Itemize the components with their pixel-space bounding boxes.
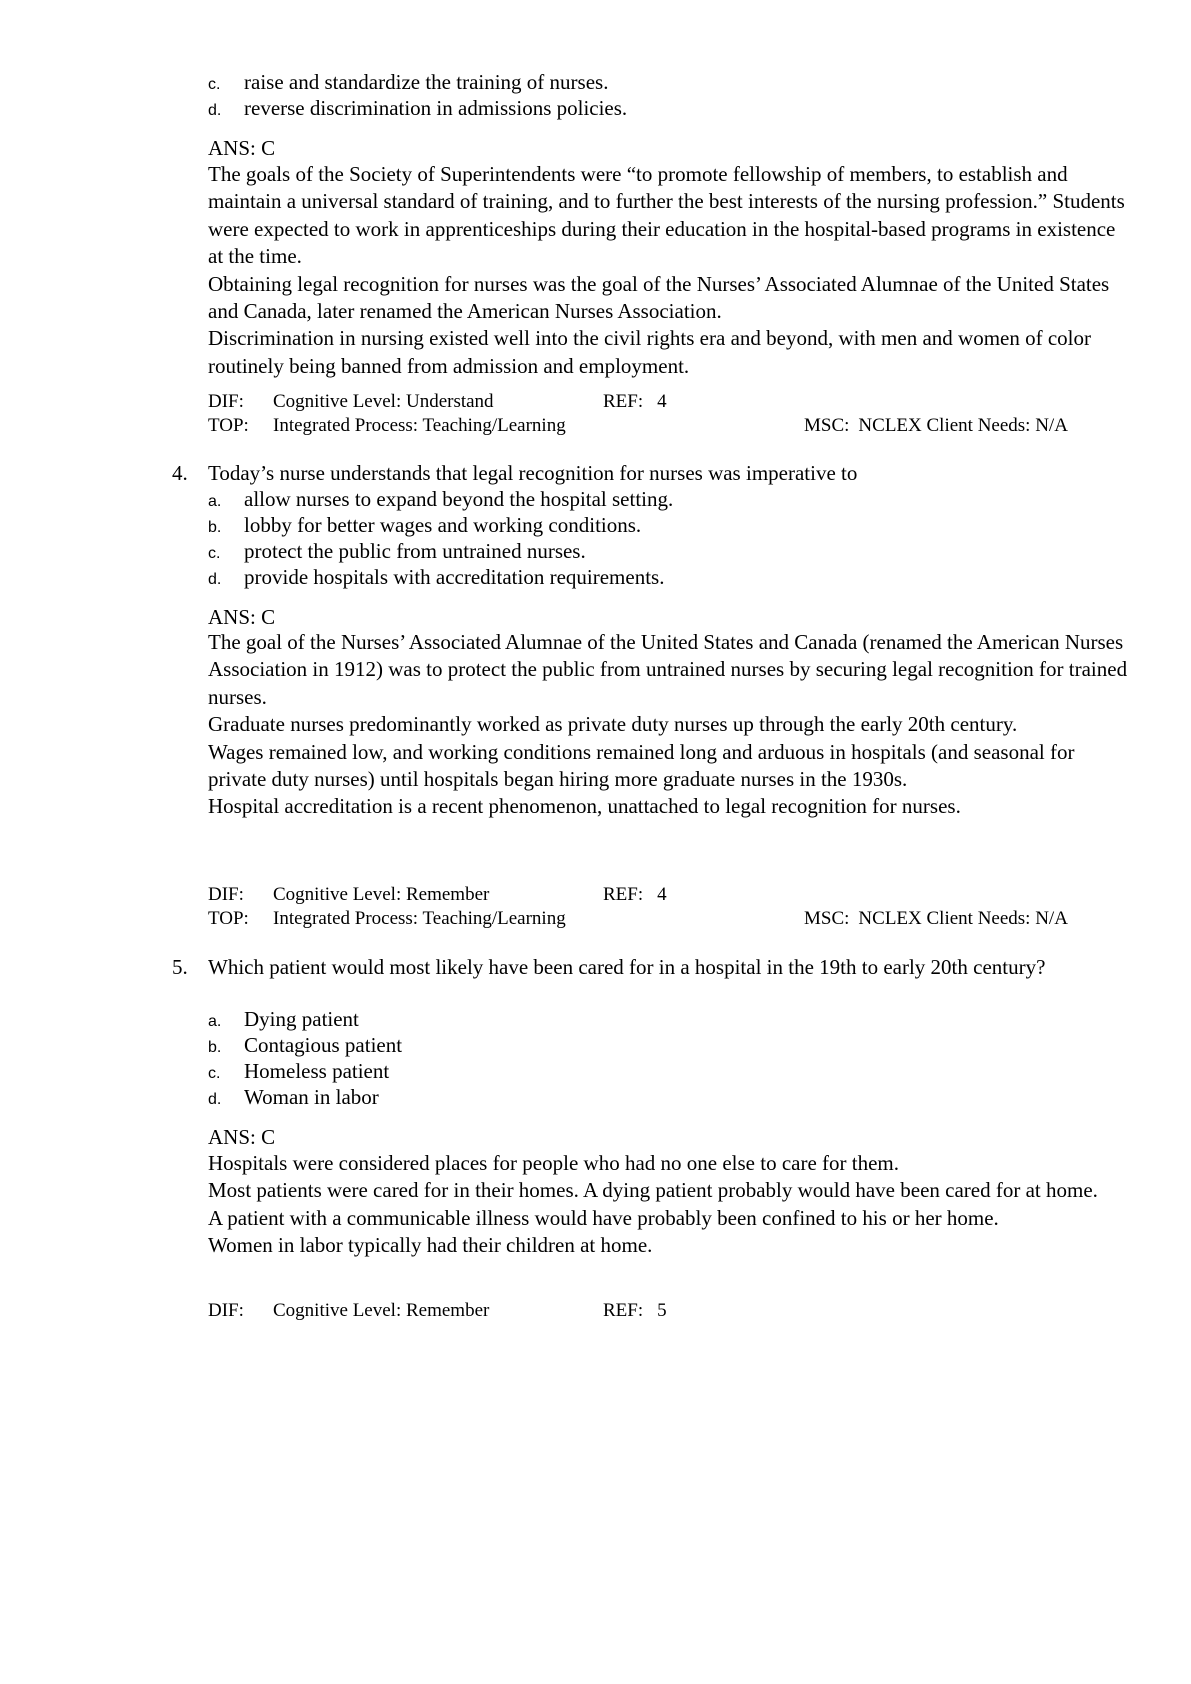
rationale-paragraph: Discrimination in nursing existed well into the civil rights era and beyond, with men and women of color routinely being banned from admission and employment. [208,326,1091,378]
question-number: 4. [172,461,188,485]
option-d [208,95,627,124]
option-text: reverse discrimination in admissions policies. [244,96,628,120]
option-letter: b. [208,519,222,536]
ref-value: 4 [657,884,667,905]
dif-value: Cognitive Level: Understand [273,391,494,412]
dif-line [208,389,494,414]
option-d [208,564,664,593]
rationale [208,629,1128,821]
ref-line [603,389,667,414]
ref-key: REF: [603,884,644,905]
top-value: Integrated Process: Teaching/Learning [273,415,566,436]
rationale-paragraph: A patient with a communicable illness would have probably been confined to his or her home. [208,1205,999,1230]
msc-value: NCLEX Client Needs: N/A [858,908,1068,929]
rationale [208,1150,1143,1260]
ref-value: 4 [657,391,667,412]
answer-key: ANS: C [208,605,276,629]
option-a [208,486,673,515]
rationale-paragraph: Women in labor typically had their children at home. [208,1233,653,1258]
top-key: TOP: [208,415,249,436]
dif-key: DIF: [208,391,244,412]
ref-key: REF: [603,1300,644,1321]
ref-line [603,882,667,907]
rationale-paragraph: Graduate nurses predominantly worked as private duty nurses up through the early 20th century. [208,712,1018,737]
option-text: Dying patient [244,1007,359,1031]
rationale-paragraph: Hospitals were considered places for people who had no one else to care for them. [208,1151,900,1175]
rationale-paragraph: Obtaining legal recognition for nurses was the goal of the Nurses’ Associated Alumnae of the United States and Canada, later renamed the American Nurses Association. [208,271,1110,324]
top-line [208,906,566,931]
dif-line [208,1298,489,1323]
option-letter: c. [208,545,221,562]
option-letter: b. [208,1039,222,1056]
option-letter: d. [208,1091,222,1108]
option-b [208,512,641,541]
rationale-paragraph: The goals of the Society of Superintendents were “to promote fellowship of members, to establish and maintain a universal standard of training, and to further the best interests of the nursing profession.” Students were expected to work in apprenticeships during their education in the hospital-based programs in existence at the time. [208,162,1125,269]
answer-key: ANS: C [208,136,276,160]
option-text: protect the public from untrained nurses. [244,539,586,563]
option-letter: d. [208,102,222,119]
option-text: Contagious patient [244,1033,403,1057]
top-value: Integrated Process: Teaching/Learning [273,908,566,929]
msc-value: NCLEX Client Needs: N/A [858,415,1068,436]
option-a [208,1006,359,1035]
option-letter: a. [208,1013,222,1030]
top-line [208,413,566,438]
dif-key: DIF: [208,1300,244,1321]
rationale [208,161,1128,380]
answer-key: ANS: C [208,1125,276,1149]
rationale-paragraph: Wages remained low, and working conditions remained long and arduous in hospitals (and seasonal for private duty nurses) until hospitals began hiring more graduate nurses in the 1930s. [208,739,1075,792]
question-stem: Today’s nurse understands that legal recognition for nurses was imperative to [208,461,858,485]
dif-value: Cognitive Level: Remember [273,884,490,905]
option-text: Homeless patient [244,1059,390,1083]
option-letter: d. [208,571,222,588]
dif-line [208,882,489,907]
option-letter: a. [208,493,222,510]
question-number: 5. [172,955,188,979]
option-text: lobby for better wages and working conditions. [244,513,642,537]
option-c [208,538,586,567]
msc-line [804,906,1068,931]
option-b [208,1032,402,1061]
msc-key: MSC: [804,908,850,929]
dif-value: Cognitive Level: Remember [273,1300,490,1321]
ref-value: 5 [657,1300,667,1321]
ref-line [603,1298,667,1323]
ref-key: REF: [603,391,644,412]
rationale-paragraph: Hospital accreditation is a recent phenomenon, unattached to legal recognition for nurses. [208,794,961,819]
option-text: provide hospitals with accreditation requirements. [244,565,665,589]
option-text: Woman in labor [244,1085,379,1109]
option-text: allow nurses to expand beyond the hospital setting. [244,487,674,511]
dif-key: DIF: [208,884,244,905]
option-c [208,69,608,98]
question-stem: Which patient would most likely have been cared for in a hospital in the 19th to early 20th century? [208,955,1046,979]
rationale-paragraph: The goal of the Nurses’ Associated Alumnae of the United States and Canada (renamed the American Nurses Association in 1912) was to protect the public from untrained nurses by securing legal recognition for trained nurses. [208,630,1128,709]
msc-line [804,413,1068,438]
option-text: raise and standardize the training of nurses. [244,70,609,94]
option-letter: c. [208,76,221,93]
top-key: TOP: [208,908,249,929]
rationale-paragraph: Most patients were cared for in their homes. A dying patient probably would have been cared for at home. [208,1178,1098,1203]
option-c [208,1058,389,1087]
option-d [208,1084,379,1113]
option-letter: c. [208,1065,221,1082]
msc-key: MSC: [804,415,850,436]
